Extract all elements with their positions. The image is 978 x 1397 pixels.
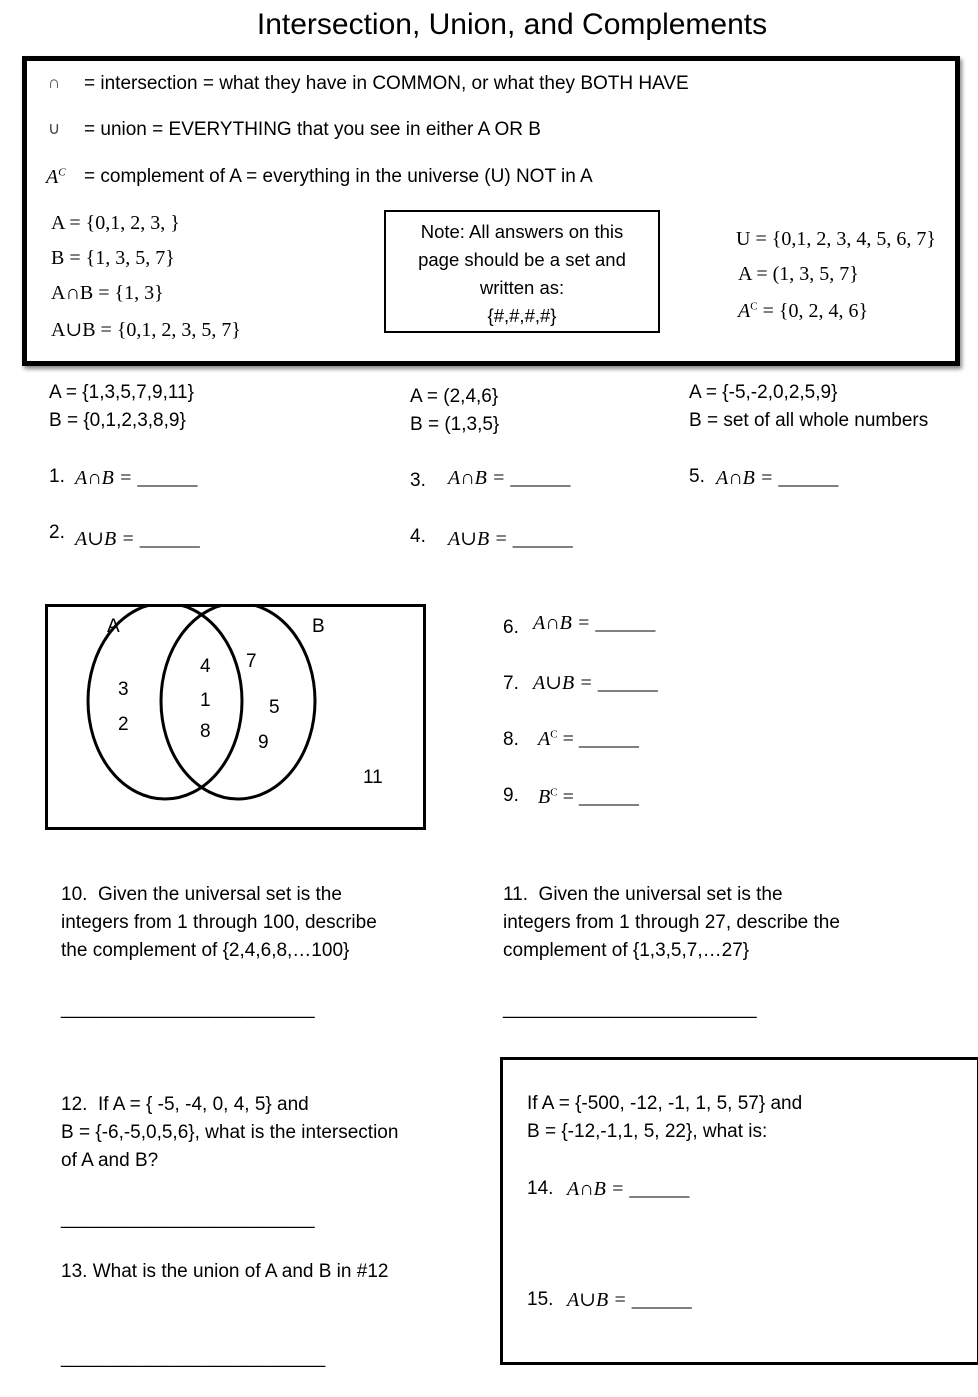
venn-element: 5	[269, 697, 280, 718]
q4-expression: A∪B = ______	[448, 528, 573, 550]
q12-text: 12. If A = { -5, -4, 0, 4, 5} and B = {-6,-5,0,5,6}, what is the intersection of A and B?	[61, 1094, 399, 1171]
q8-number: 8.	[503, 729, 519, 750]
venn-element: 3	[118, 679, 129, 700]
q3-number: 3.	[410, 470, 426, 491]
group3-set-a: A = {-5,-2,0,2,5,9}	[689, 382, 838, 403]
complement-symbol: $A^C$	[46, 166, 66, 188]
example-right-a: A = (1, 3, 5, 7}	[738, 263, 859, 285]
box-set-a: If A = {-500, -12, -1, 1, 5, 57} and	[527, 1093, 803, 1114]
q4-number: 4.	[410, 526, 426, 547]
q13-text: 13. What is the union of A and B in #12	[61, 1261, 389, 1282]
group3-set-b: B = set of all whole numbers	[689, 410, 929, 431]
venn-element: 9	[258, 732, 269, 753]
group2-set-a: A = (2,4,6}	[410, 386, 499, 407]
venn-element-outside: 11	[363, 767, 383, 788]
q8-expression: $A^C$ = ______	[538, 728, 639, 750]
note-box	[384, 210, 660, 333]
q1-number: 1.	[49, 466, 65, 487]
q6-number: 6.	[503, 617, 519, 638]
venn-element: 2	[118, 714, 129, 735]
example-left-a: A = {0,1, 2, 3, }	[51, 212, 180, 234]
example-left-union: A∪B = {0,1, 2, 3, 5, 7}	[51, 319, 242, 341]
group2-set-b: B = (1,3,5}	[410, 414, 500, 435]
note-line: written as:	[479, 277, 565, 298]
q9-number: 9.	[503, 785, 519, 806]
example-left-b: B = {1, 3, 5, 7}	[51, 247, 175, 269]
note-line: {#,#,#,#}	[487, 305, 557, 326]
union-definition: = union = EVERYTHING that you see in either A OR B	[84, 119, 541, 140]
note-line: Note: All answers on this	[420, 221, 624, 242]
q12-answer-blank[interactable]: ________________________	[61, 1208, 315, 1229]
q14-number: 14.	[527, 1178, 554, 1199]
q7-number: 7.	[503, 673, 519, 694]
q5-expression: A∩B = ______	[716, 467, 839, 489]
intersection-symbol: ∩	[48, 73, 61, 92]
q3-expression: A∩B = ______	[448, 467, 571, 489]
group1-set-a: A = {1,3,5,7,9,11}	[49, 382, 194, 403]
q2-number: 2.	[49, 522, 65, 543]
union-symbol: ∪	[48, 119, 61, 138]
venn-label-b: B	[312, 616, 325, 637]
q15-expression: A∪B = ______	[567, 1289, 692, 1311]
venn-circle-b	[161, 604, 315, 799]
intersection-definition: = intersection = what they have in COMMON, or what they BOTH HAVE	[84, 73, 689, 94]
venn-element: 7	[246, 651, 257, 672]
q11-text: 11. Given the universal set is the integers from 1 through 27, describe the complement of {1,3,5,7,…27}	[503, 884, 840, 961]
q5-number: 5.	[689, 466, 705, 487]
venn-element: 4	[200, 656, 211, 677]
note-line: page should be a set and	[418, 249, 626, 270]
page-title: Intersection, Union, and Complements	[256, 8, 768, 41]
venn-element: 8	[200, 721, 211, 742]
group1-set-b: B = {0,1,2,3,8,9}	[49, 410, 186, 431]
q14-expression: A∩B = ______	[567, 1178, 690, 1200]
q15-number: 15.	[527, 1289, 554, 1310]
venn-element: 1	[200, 690, 211, 711]
q10-answer-blank[interactable]: ________________________	[61, 998, 315, 1019]
q13-answer-blank[interactable]: _________________________	[61, 1347, 326, 1368]
q6-expression: A∩B = ______	[533, 612, 656, 634]
q9-expression: $B^C$ = ______	[538, 786, 639, 808]
q10-text: 10. Given the universal set is the integers from 1 through 100, describe the complement of {2,4,6,8,…100}	[61, 884, 377, 961]
box-set-b: B = {-12,-1,1, 5, 22}, what is:	[527, 1121, 768, 1142]
q7-expression: A∪B = ______	[533, 672, 658, 694]
venn-label-a: A	[107, 616, 120, 637]
complement-definition: = complement of A = everything in the universe (U) NOT in A	[84, 166, 593, 187]
q2-expression: A∪B = ______	[75, 528, 200, 550]
example-right-universe: U = {0,1, 2, 3, 4, 5, 6, 7}	[736, 228, 936, 250]
q11-answer-blank[interactable]: ________________________	[503, 998, 757, 1019]
venn-diagram	[45, 604, 426, 830]
q1-expression: A∩B = ______	[75, 467, 198, 489]
example-right-complement: $A^C = \{0$, 2, 4, 6}	[738, 300, 869, 322]
example-left-intersection: A∩B = {1, 3}	[51, 282, 164, 304]
